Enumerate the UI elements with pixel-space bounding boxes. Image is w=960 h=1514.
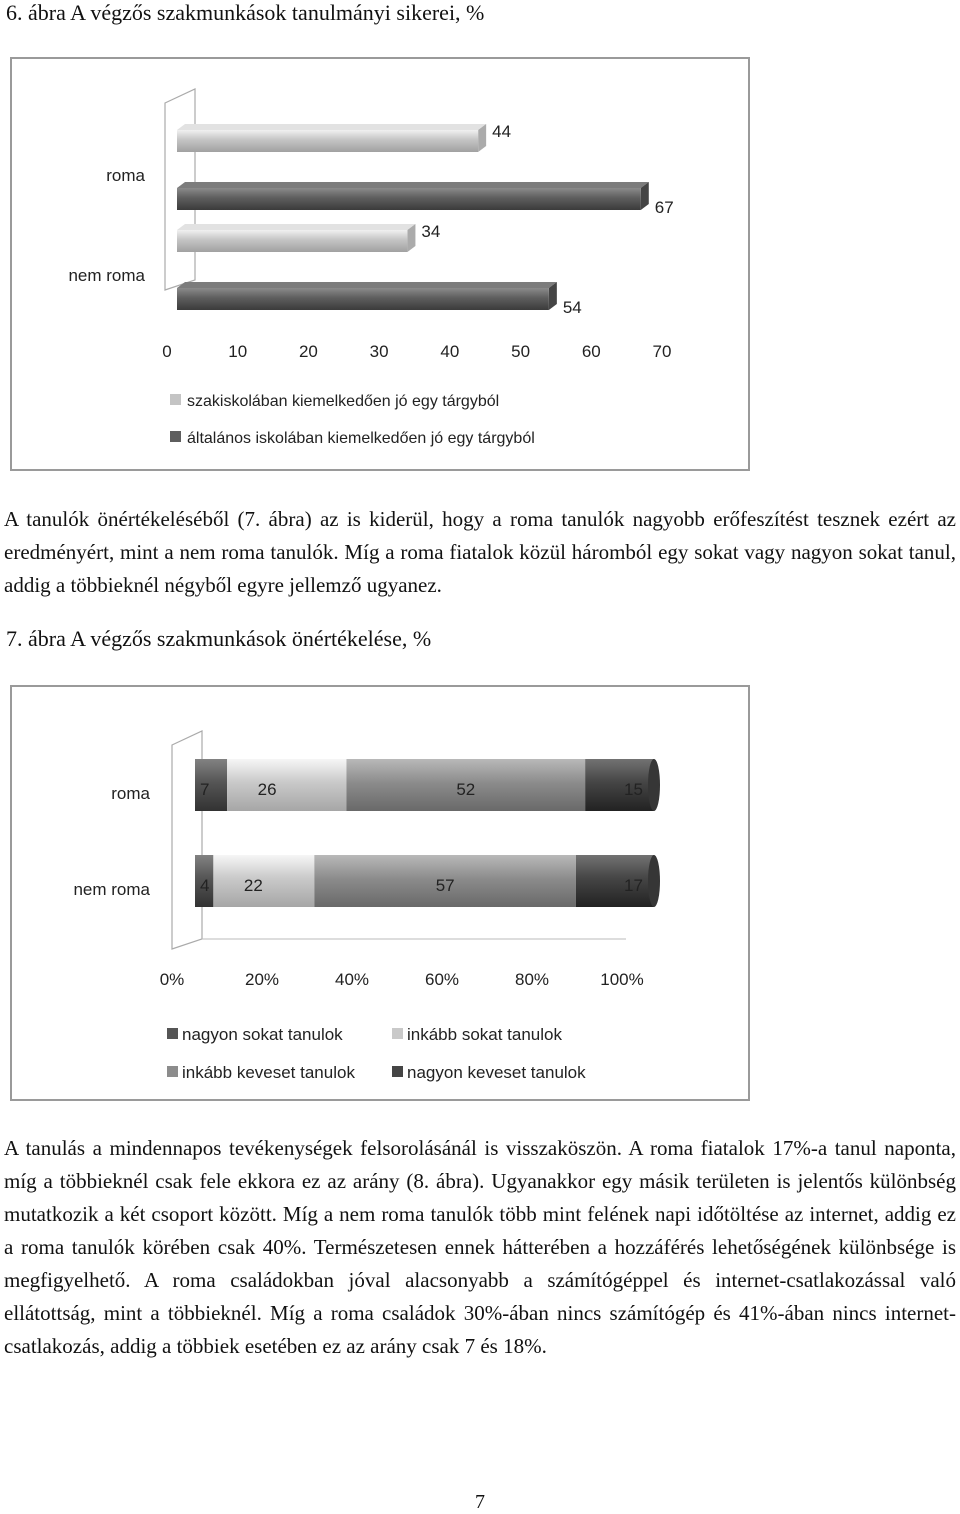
legend-label: nagyon sokat tanulok xyxy=(182,1025,343,1044)
legend-swatch xyxy=(392,1028,403,1039)
x-tick-label: 50 xyxy=(511,342,531,361)
bar-end-cap xyxy=(648,855,660,907)
legend-label: általános iskolában kiemelkedően jó egy tárgyból xyxy=(187,430,535,447)
x-tick-label: 60 xyxy=(581,342,601,361)
legend-label: nagyon keveset tanulok xyxy=(407,1063,586,1082)
x-tick-label: 40% xyxy=(334,970,370,989)
legend-swatch xyxy=(392,1066,403,1077)
data-label: 17 xyxy=(624,876,643,895)
bar-segment xyxy=(227,759,346,811)
legend-label: inkább keveset tanulok xyxy=(182,1063,355,1082)
data-label: 4 xyxy=(200,876,210,895)
figure-6-svg xyxy=(12,59,748,469)
bar xyxy=(177,230,407,252)
x-tick-label: 20 xyxy=(298,342,318,361)
data-label: 52 xyxy=(456,780,476,799)
category-label: roma xyxy=(106,166,145,185)
x-tick-label: 70 xyxy=(652,342,672,361)
figure-7-caption: 7. ábra A végzős szakmunkások önértékelése, % xyxy=(6,626,432,651)
figure-6-chart xyxy=(10,57,750,471)
category-label: nem roma xyxy=(73,880,150,899)
legend-swatch xyxy=(167,1028,178,1039)
data-label: 22 xyxy=(243,876,263,895)
x-tick-label: 30 xyxy=(369,342,389,361)
legend-label: inkább sokat tanulok xyxy=(407,1025,562,1044)
x-tick-label: 10 xyxy=(228,342,248,361)
data-label: 7 xyxy=(200,780,210,799)
bar xyxy=(177,288,549,310)
category-label: nem roma xyxy=(68,266,145,285)
figure-7-chart xyxy=(10,685,750,1101)
bar xyxy=(177,130,478,152)
legend-swatch xyxy=(167,1066,178,1077)
bar-top-face xyxy=(177,182,649,188)
x-tick-label: 40 xyxy=(440,342,460,361)
x-tick-label: 60% xyxy=(424,970,460,989)
data-label: 44 xyxy=(492,122,512,141)
data-label: 34 xyxy=(421,222,441,241)
bar-top-face xyxy=(177,282,557,288)
x-tick-label: 80% xyxy=(514,970,550,989)
data-label: 54 xyxy=(562,298,582,317)
bar xyxy=(177,188,641,210)
legend-swatch xyxy=(170,394,181,405)
bar-top-face xyxy=(177,124,486,130)
legend-label: szakiskolában kiemelkedően jó egy tárgyból xyxy=(187,393,500,410)
x-tick-label: 100% xyxy=(600,970,644,989)
data-label: 26 xyxy=(257,780,277,799)
x-tick-label: 0 xyxy=(162,342,172,361)
data-label: 15 xyxy=(624,780,643,799)
figure-7-svg xyxy=(12,687,748,1099)
page-number: 7 xyxy=(475,1491,485,1513)
data-label: 67 xyxy=(654,198,674,217)
bar-segment xyxy=(585,759,654,811)
paragraph-2: A tanulás a mindennapos tevékenységek felsorolásánál is visszaköszön. A roma fiatalok 17%-a tanul naponta, míg a többieknél csak fele ekkora ez az arány (8. ábra). Ugyanakkor egy másik területen is jelentős különbség mutatkozik a két csoport között. Míg a nem roma tanulók több mint felének napi időtöltése az internet, addig ez a roma tanulók körében csak 40%. Természetesen ennek hátterében a hozzáférés lehetőségének különbsége is megfigyelhető. A roma családokban jóval alacsonyabb a számítógéppel és internet-csatlakozással való ellátottság, mint a többieknél. Míg a roma családok 30%-ában nincs számítógép és 41%-ában nincs internet-csatlakozás, addig a többiek esetében ez az arány csak 7 és 18%. xyxy=(4,1136,956,1358)
bar-top-face xyxy=(177,224,415,230)
paragraph-1: A tanulók önértékeléséből (7. ábra) az is kiderül, hogy a roma tanulók nagyobb erőfeszítést tesznek ezért az eredményért, mint a nem roma tanulók. Míg a roma fiatalok közül háromból egy sokat vagy nagyon sokat tanul, addig a többieknél négyből egyre jellemző ugyanez. xyxy=(4,507,956,597)
x-tick-label: 20% xyxy=(244,970,280,989)
category-label: roma xyxy=(111,784,150,803)
bar-end-cap xyxy=(648,759,660,811)
legend-swatch xyxy=(170,431,181,442)
figure-6-caption: 6. ábra A végzős szakmunkások tanulmányi sikerei, % xyxy=(6,0,485,25)
x-tick-label: 0% xyxy=(159,970,185,989)
bar-segment xyxy=(213,855,314,907)
data-label: 57 xyxy=(435,876,455,895)
